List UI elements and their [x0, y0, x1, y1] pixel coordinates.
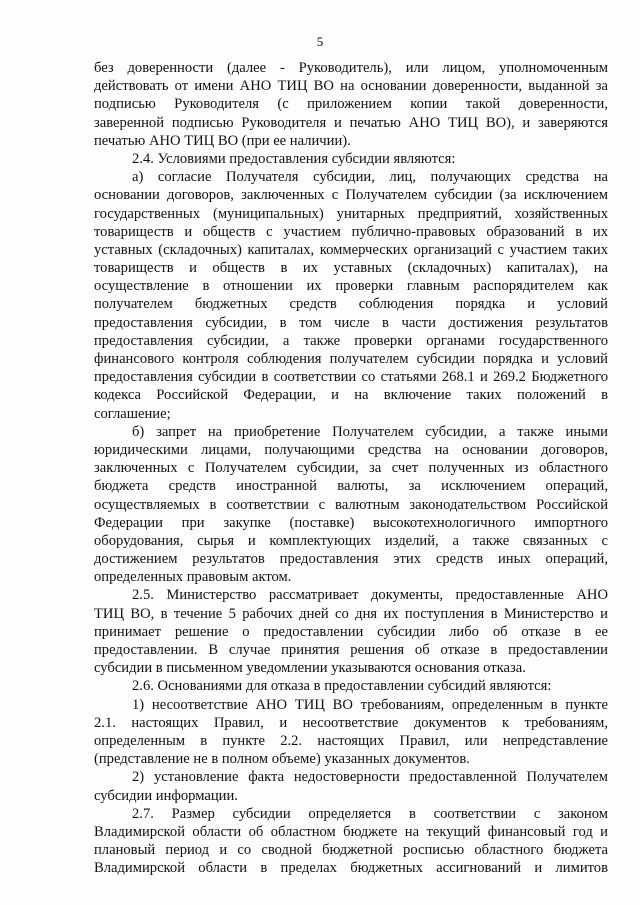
text-line: финансового контроля соблюдения получателем субсидии порядка и условий	[94, 351, 608, 367]
text-line: без доверенности (далее - Руководитель), или лицом, уполномоченным	[94, 60, 608, 76]
text-line: кодекса Российской Федерации, и на включение таких положений в	[94, 387, 608, 404]
text-line: Владимирской области об областном бюджете на текущий финансовый год и	[94, 823, 608, 840]
text-line: осуществление в отношении их проверки главным распорядителем как	[94, 278, 608, 295]
text-line: субсидии в письменном уведомлении указываются основания отказа.	[94, 660, 526, 677]
text-line: печатью АНО ТИЦ ВО (при ее наличии).	[94, 132, 351, 149]
text-line: 2.4. Условиями предоставления субсидии являются:	[132, 150, 456, 167]
text-line: товариществ и обществ с участием публично-правовых образований в их	[94, 223, 608, 240]
text-line: Владимирской области в пределах бюджетных ассигнований и лимитов	[94, 860, 608, 877]
text-line: товариществ и обществ в их уставных (складочных) капиталах), на	[94, 260, 608, 277]
text-line: предоставления субсидии в соответствии со статьями 268.1 и 269.2 Бюджетного	[94, 369, 608, 386]
text-line: принимает решение о предоставлении субсидии либо об отказе в ее	[94, 623, 608, 640]
text-line: заверенной подписью Руководителя и печатью АНО ТИЦ ВО), и заверяются	[94, 114, 608, 131]
text-line: государственных (муниципальных) унитарных предприятий, хозяйственных	[94, 205, 608, 222]
text-line: юридическими лицами, получающими средства на основании договоров,	[94, 441, 608, 458]
text-line: оборудования, сырья и комплектующих изделий, а также связанных с	[94, 532, 608, 549]
text-line: предоставления субсидии, а также проверки органами государственного	[94, 332, 608, 349]
text-line: а) согласие Получателя субсидии, лиц, получающих средства на	[132, 169, 608, 186]
text-line: 1) несоответствие АНО ТИЦ ВО требованиям, определенным в пункте	[132, 696, 608, 713]
text-line: Федерации при закупке (поставке) высокотехнологичного импортного	[94, 514, 608, 531]
text-line: определенных правовым актом.	[94, 569, 292, 586]
text-line: субсидии информации.	[94, 787, 238, 804]
text-line: подписью Руководителя (с приложением копии такой доверенности,	[94, 96, 608, 113]
text-line: 2.6. Основаниями для отказа в предоставлении субсидий являются:	[132, 678, 552, 695]
text-line: ТИЦ ВО, в течение 5 рабочих дней со дня их поступления в Министерство и	[94, 605, 608, 622]
text-line: уставных (складочных) капиталах, коммерческих организаций с участием таких	[94, 241, 608, 258]
text-line: 2.1. настоящих Правил, и несоответствие документов к требованиям,	[94, 714, 608, 731]
text-line: предоставлении. В случае принятия решения об отказе в предоставлении	[94, 642, 608, 658]
text-line: предоставления субсидии, в том числе в части достижения результатов	[94, 314, 608, 331]
text-line: плановый период и со сводной бюджетной росписью областного бюджета	[94, 842, 608, 859]
document-body	[94, 59, 608, 877]
text-line: б) запрет на приобретение Получателем субсидии, а также иными	[132, 423, 608, 440]
text-line: бюджета средств иностранной валюты, за исключением операций,	[94, 478, 608, 495]
text-line: основании договоров, заключенных с Получателем субсидии (за исключением	[94, 187, 608, 204]
text-line: 2) установление факта недостоверности предоставленной Получателем	[132, 769, 608, 786]
text-line: достижением результатов предоставления этих средств иных операций,	[94, 551, 608, 568]
text-line: определенным в пункте 2.2. настоящих Правил, или непредставление	[94, 732, 608, 749]
text-line: (представление не в полном объеме) указанных документов.	[94, 751, 470, 768]
text-line: 2.7. Размер субсидии определяется в соответствии с законом	[132, 805, 608, 822]
text-line: получателем бюджетных средств соблюдения порядка и условий	[94, 296, 608, 313]
text-line: соглашение;	[94, 405, 171, 422]
text-line: заключенных с Получателем субсидии, за счет полученных из областного	[94, 460, 608, 477]
text-line: осуществляемых в соответствии с валютным законодательством Российской	[94, 496, 608, 513]
page-number: 5	[316, 34, 324, 49]
text-line: действовать от имени АНО ТИЦ ВО на основании доверенности, выданной за	[94, 78, 608, 95]
text-line: 2.5. Министерство рассматривает документы, предоставленные АНО	[132, 587, 608, 604]
